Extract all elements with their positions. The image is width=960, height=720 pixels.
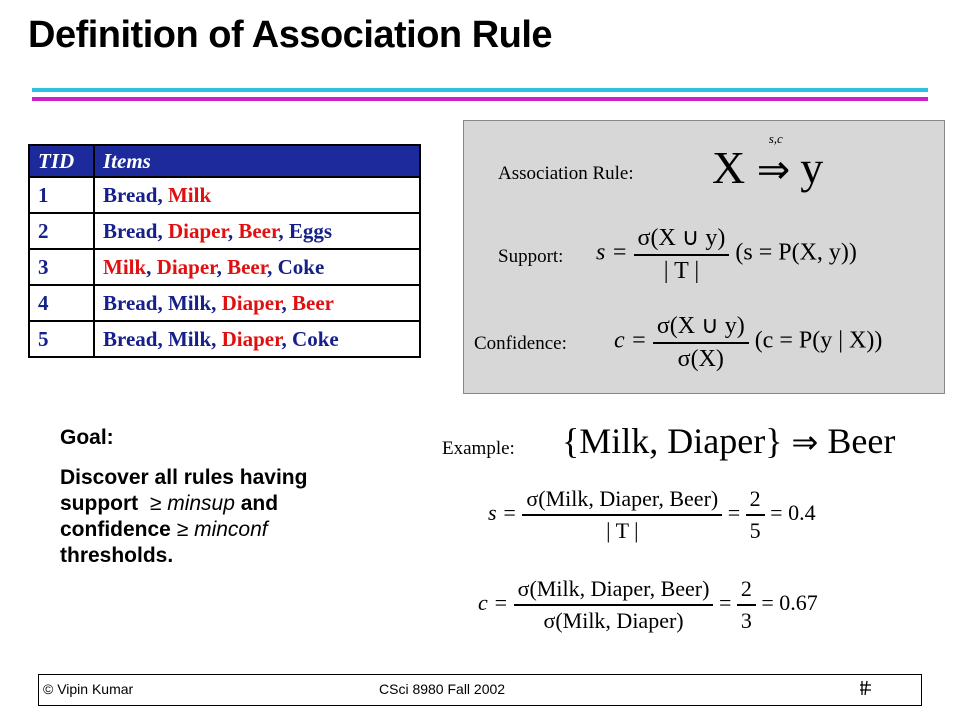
item-coke: Coke: [277, 254, 325, 279]
table-row: [29, 249, 420, 285]
table-header-row: [29, 145, 420, 177]
item-milk: Milk: [167, 326, 212, 351]
tid-cell: 1: [29, 177, 94, 213]
items-cell: Bread, Milk: [94, 177, 420, 213]
goal-heading: Goal:: [60, 426, 114, 449]
example-s-denominator: | T |: [606, 518, 639, 543]
table-row: [29, 285, 420, 321]
rule-superscript: s,c: [768, 131, 783, 146]
tid-cell: 4: [29, 285, 94, 321]
association-rule-label: Association Rule:: [498, 163, 634, 184]
example-c-denominator: σ(Milk, Diaper): [543, 608, 684, 633]
slide-number-icon: [859, 680, 873, 696]
rule-y: y: [800, 142, 824, 193]
example-rule: [562, 420, 895, 462]
item-milk: Milk: [167, 182, 212, 207]
geq-symbol: ≥: [176, 518, 189, 541]
support-lhs: s =: [596, 239, 628, 266]
table-row: [29, 177, 420, 213]
confidence-lhs: c =: [614, 327, 647, 354]
example-c-lhs: c =: [478, 590, 509, 616]
example-c-eq: =: [718, 590, 732, 616]
example-s-value-fraction: [746, 486, 765, 544]
item-beer: Beer: [238, 218, 279, 243]
confidence-numerator: σ(X ∪ y): [653, 311, 749, 344]
support-numerator: σ(X ∪ y): [634, 223, 730, 256]
item-diaper: Diaper: [167, 218, 228, 243]
table-header-items: Items: [94, 145, 420, 177]
example-c-result: = 0.67: [761, 590, 818, 616]
goal-confidence-word: confidence: [60, 518, 171, 541]
item-bread: Bread: [103, 182, 158, 207]
confidence-denominator: σ(X): [677, 346, 724, 372]
tid-cell: 5: [29, 321, 94, 357]
goal-minsup: minsup: [167, 492, 235, 515]
items-cell: Bread, Milk, Diaper, Coke: [94, 321, 420, 357]
support-fraction: [634, 223, 730, 285]
association-rule-formula: [712, 131, 824, 194]
item-bread: Bread: [103, 326, 158, 351]
item-eggs: Eggs: [288, 218, 333, 243]
example-antecedent: {Milk, Diaper}: [562, 421, 783, 461]
footer-course: CSci 8980 Fall 2002: [379, 681, 506, 697]
example-arrow: ⇒: [791, 424, 819, 460]
support-denominator: | T |: [663, 258, 700, 284]
table-header-tid: TID: [29, 145, 94, 177]
example-s-fraction: [522, 486, 722, 544]
item-beer: Beer: [227, 254, 268, 279]
example-c-value-fraction: [737, 576, 756, 634]
transactions-table: [28, 144, 421, 358]
item-milk: Milk: [167, 290, 212, 315]
example-s-value-num: 2: [746, 486, 765, 516]
goal-minconf: minconf: [194, 518, 268, 541]
example-support-formula: [488, 486, 816, 544]
tid-cell: 2: [29, 213, 94, 249]
tid-cell: 3: [29, 249, 94, 285]
example-s-eq: =: [727, 500, 741, 526]
goal-line-2: [60, 491, 390, 517]
example-s-result: = 0.4: [770, 500, 816, 526]
item-beer: Beer: [292, 290, 335, 315]
goal-support-word: support: [60, 492, 139, 515]
page-title: Definition of Association Rule: [28, 14, 553, 56]
example-s-numerator: σ(Milk, Diaper, Beer): [522, 486, 722, 516]
support-label: Support:: [498, 246, 564, 267]
example-s-lhs: s =: [488, 500, 517, 526]
rule-arrow: ⇒: [756, 147, 791, 192]
rule-x: X: [712, 142, 746, 193]
goal-line-1: Discover all rules having: [60, 466, 308, 489]
support-formula: [596, 223, 857, 285]
item-diaper: Diaper: [221, 326, 282, 351]
footer: [38, 674, 922, 706]
items-cell: Bread, Diaper, Beer, Eggs: [94, 213, 420, 249]
confidence-rhs: (c = P(y | X)): [754, 327, 883, 354]
item-bread: Bread: [103, 218, 158, 243]
table-body: [29, 177, 420, 357]
goal-text: [60, 425, 390, 569]
example-c-fraction: [514, 576, 714, 634]
items-cell: Bread, Milk, Diaper, Beer: [94, 285, 420, 321]
example-c-numerator: σ(Milk, Diaper, Beer): [514, 576, 714, 606]
goal-and-word: and: [240, 492, 279, 515]
item-bread: Bread: [103, 290, 158, 315]
goal-line-4: thresholds.: [60, 544, 174, 567]
title-underline-cyan: [32, 88, 928, 92]
example-consequent: Beer: [827, 421, 896, 461]
example-c-value-num: 2: [737, 576, 756, 606]
example-c-value-den: 3: [740, 608, 752, 633]
formula-box: [463, 120, 945, 394]
example-label: Example:: [442, 438, 515, 459]
title-underline-magenta: [32, 97, 928, 101]
example-confidence-formula: [478, 576, 818, 634]
item-diaper: Diaper: [156, 254, 217, 279]
item-diaper: Diaper: [221, 290, 282, 315]
items-cell: Milk, Diaper, Beer, Coke: [94, 249, 420, 285]
confidence-fraction: [653, 311, 749, 373]
footer-author: © Vipin Kumar: [43, 681, 134, 697]
confidence-label: Confidence:: [474, 333, 567, 354]
goal-line-3: [60, 517, 390, 543]
geq-symbol: ≥: [149, 492, 162, 515]
support-rhs: (s = P(X, y)): [735, 239, 857, 266]
confidence-formula: [614, 311, 882, 373]
item-coke: Coke: [292, 326, 339, 351]
table-row: [29, 321, 420, 357]
example-s-value-den: 5: [749, 518, 761, 543]
item-milk: Milk: [103, 254, 147, 279]
table-row: [29, 213, 420, 249]
